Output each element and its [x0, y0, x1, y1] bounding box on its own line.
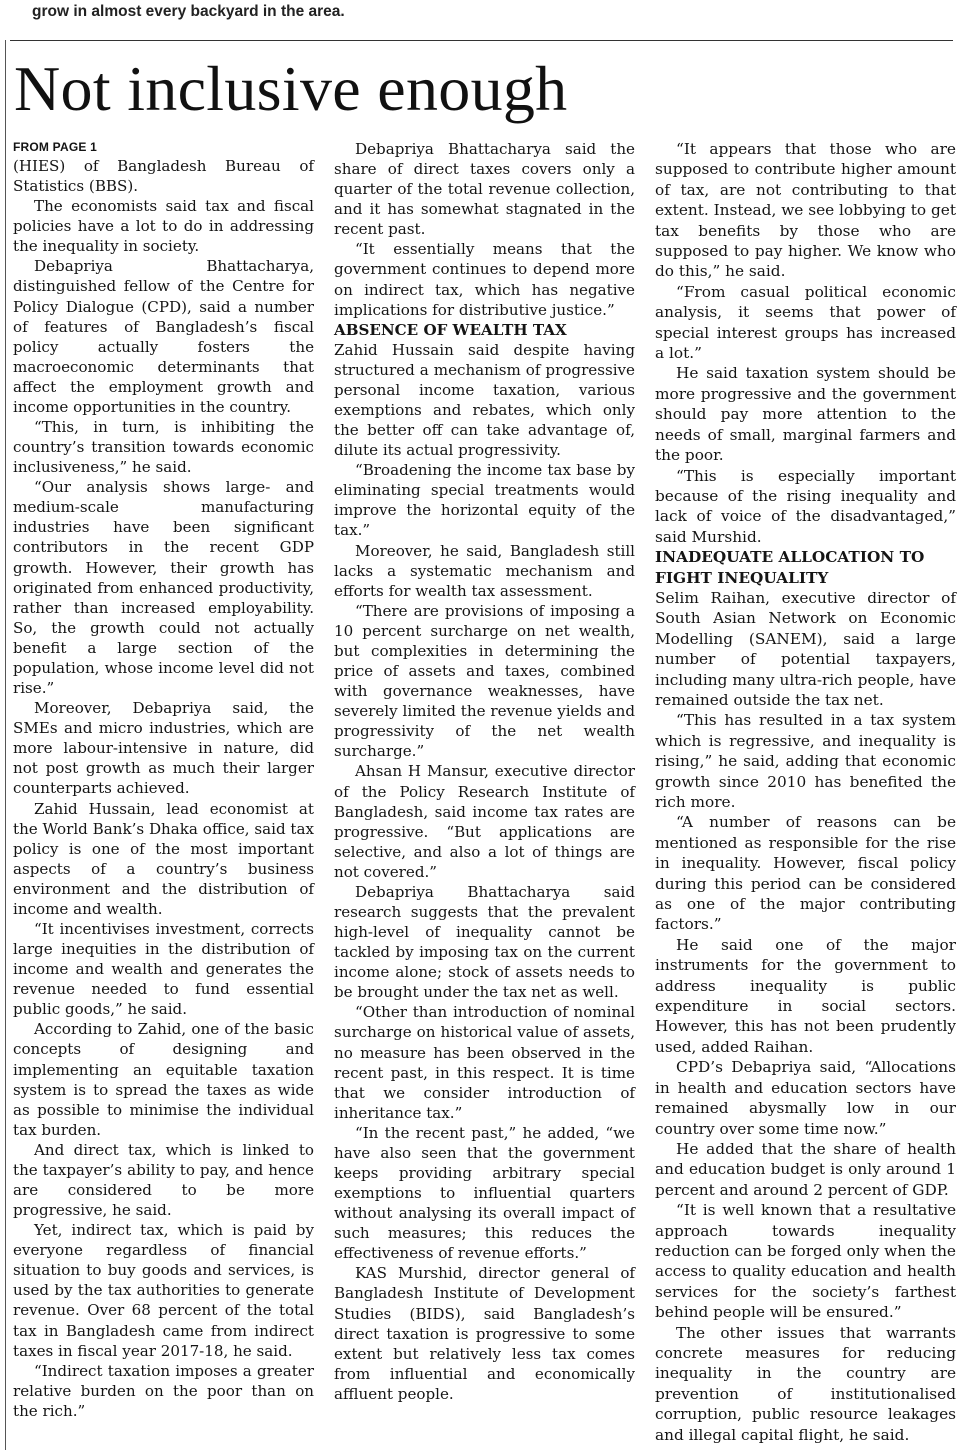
paragraph: Moreover, Debapriya said, the SMEs and micro industries, which are more labour-intensive in nature, did not post growth as much their larger counterparts achieved.: [13, 699, 314, 798]
paragraph: He added that the share of health and education budget is only around 1 percent and around 2 percent of GDP.: [655, 1139, 956, 1199]
paragraph: Selim Raihan, executive director of South Asian Network on Economic Modelling (SANEM), said a large number of potential taxpayers, including many ultra-rich people, have remained outside the tax net.: [655, 588, 956, 709]
top-divider: [10, 40, 953, 41]
paragraph: “There are provisions of imposing a 10 percent surcharge on net wealth, but complexities in determining the price of assets and taxes, combined with governance weaknesses, have severely limited the revenue yields and progressivity of the net wealth surcharge.”: [334, 601, 635, 761]
paragraph: Ahsan H Mansur, executive director of the Policy Research Institute of Bangladesh, said income tax rates are progressive. “But applications are selective, and also a lot of things are not covered.”: [334, 762, 635, 881]
paragraph: “A number of reasons can be mentioned as responsible for the rise in inequality. However, fiscal policy during this period can be considered as one of the major contributing factors.”: [655, 813, 956, 934]
paragraph: Debapriya Bhattacharya said research suggests that the prevalent high-level of inequality cannot be tackled by imposing tax on the current income alone; stock of assets needs to be brought under the tax net as well.: [334, 882, 635, 1002]
paragraph: Debapriya Bhattacharya, distinguished fellow of the Centre for Policy Dialogue (CPD), said a number of features of Bangladesh’s fiscal policy actually fosters the macroeconomic determinants that affect the employment growth and income opportunities in the country.: [13, 257, 314, 416]
paragraph: “Indirect taxation imposes a greater relative burden on the poor than on the rich.”: [13, 1361, 314, 1420]
paragraph: “It incentivises investment, corrects large inequities in the distribution of income and wealth and generates the revenue needed to fund essential public goods,” he said.: [13, 919, 314, 1019]
paragraph: And direct tax, which is linked to the taxpayer’s ability to pay, and hence are considered to be more progressive, he said.: [13, 1140, 314, 1220]
article-column-2: [334, 139, 635, 1404]
paragraph: The other issues that warrants concrete measures for reducing inequality in the country are prevention of institutionalised corruption, public resource leakages and illegal capital flight, he said.: [655, 1323, 956, 1444]
continued-from-label: FROM PAGE 1: [13, 140, 97, 154]
paragraph: “It essentially means that the government continues to depend more on indirect tax, which has negative implications for distributive justice.”: [334, 240, 635, 319]
paragraph: “This is especially important because of the rising inequality and lack of voice of the disadvantaged,” said Murshid.: [655, 466, 956, 546]
paragraph: He said taxation system should be more progressive and the government should pay more attention to the needs of small, marginal farmers and the poor.: [655, 364, 956, 465]
paragraph: Zahid Hussain said despite having structured a mechanism of progressive personal income taxation, various exemptions and rebates, which only the better off can take advantage of, dilute its actual progressivity.: [334, 340, 635, 460]
paragraph: CPD’s Debapriya said, “Allocations in health and education sectors have remained abysmally low in our country over some time now.”: [655, 1058, 956, 1138]
paragraph: According to Zahid, one of the basic concepts of designing and implementing an equitable taxation system is to spread the taxes as wide as possible to minimise the individual tax burden.: [13, 1020, 314, 1139]
left-border: [5, 40, 6, 1450]
paragraph: Moreover, he said, Bangladesh still lacks a systematic mechanism and efforts for wealth tax assessment.: [334, 541, 635, 600]
paragraph: He said one of the major instruments for the government to address inequality is public expenditure in social sectors. However, this has not been prudently used, added Raihan.: [655, 935, 956, 1056]
section-heading: INADEQUATE ALLOCATION TO FIGHT INEQUALITY: [655, 548, 925, 587]
paragraph: KAS Murshid, director general of Bangladesh Institute of Development Studies (BIDS), said Bangladesh’s direct taxation is progressive to some extent but relatively less tax comes from influential and economically affluent people.: [334, 1264, 635, 1403]
paragraph: “This, in turn, is inhibiting the country’s transition towards economic inclusiveness,” he said.: [13, 418, 314, 477]
paragraph: (HIES) of Bangladesh Bureau of Statistics (BBS).: [13, 157, 314, 196]
paragraph: Debapriya Bhattacharya said the share of direct taxes covers only a quarter of the total revenue collection, and it has somewhat stagnated in the recent past.: [334, 140, 635, 239]
paragraph: Yet, indirect tax, which is paid by everyone regardless of financial situation to buy goods and services, is used by the tax authorities to generate revenue. Over 68 percent of the total tax in Bangladesh came from indirect taxes in fiscal year 2017-18, he said.: [13, 1221, 314, 1360]
previous-article-tail: grow in almost every backyard in the area.: [32, 3, 345, 20]
paragraph: “Other than introduction of nominal surcharge on historical value of assets, no measure has been observed in the recent past, in this respect. It is time that we consider introduction of inheritance tax.”: [334, 1003, 635, 1122]
paragraph: “It is well known that a resultative approach towards inequality reduction can be forged only when the access to quality education and health services for the society’s farthest behind people will be ensured.”: [655, 1201, 956, 1322]
paragraph: “This has resulted in a tax system which is regressive, and inequality is rising,” he said, adding that economic growth since 2010 has benefited the rich more.: [655, 711, 956, 811]
section-heading: ABSENCE OF WEALTH TAX: [334, 320, 567, 339]
paragraph: “Broadening the income tax base by eliminating special treatments would improve the horizontal equity of the tax.”: [334, 461, 635, 540]
article-column-3: [655, 139, 956, 1445]
paragraph: “In the recent past,” he added, “we have also seen that the government keeps providing arbitrary special exemptions to influential quarters without analysing its overall impact of such measures; this reduces the effectiveness of revenue efforts.”: [334, 1123, 635, 1263]
paragraph: “From casual political economic analysis, it seems that power of special interest groups has increased a lot.”: [655, 282, 956, 363]
paragraph: “It appears that those who are supposed to contribute higher amount of tax, are not contributing to that extent. Instead, we see lobbying to get tax benefits by those who are supposed to pay higher. We know who do this,” he said.: [655, 140, 956, 281]
paragraph: “Our analysis shows large- and medium-scale manufacturing industries have been significant contributors in the recent GDP growth. However, their growth has originated from enhanced productivity, rather than increased employability. So, the growth could not actually benefit a large section of the population, whose income level did not rise.”: [13, 478, 314, 698]
article-headline: Not inclusive enough: [14, 53, 568, 124]
paragraph: Zahid Hussain, lead economist at the World Bank’s Dhaka office, said tax policy is one of the most important aspects of a country’s business environment and the distribution of income and wealth.: [13, 799, 314, 918]
paragraph: The economists said tax and fiscal policies have a lot to do in addressing the inequality in society.: [13, 197, 314, 256]
article-column-1: [13, 139, 314, 1421]
